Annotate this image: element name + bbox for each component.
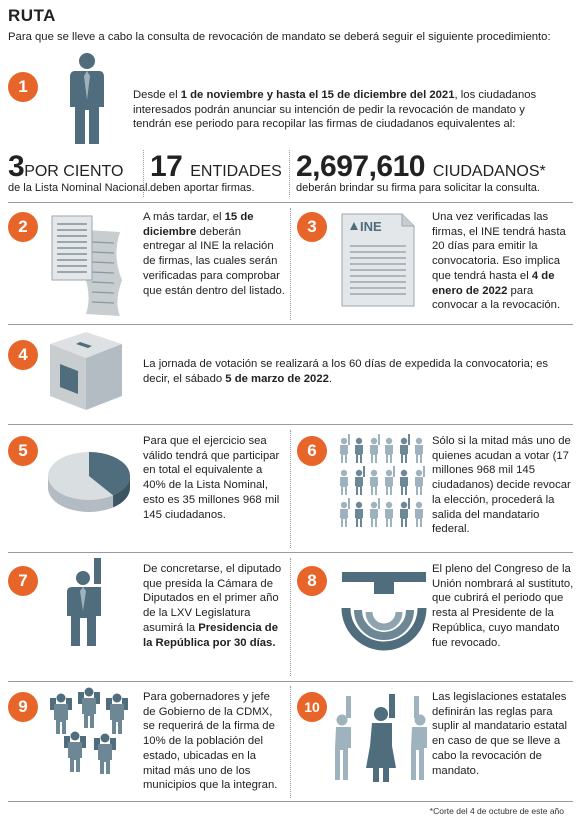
step-6-text: Sólo si la mitad más uno de quienes acudan a votar (17 millones 968 mil 145 ciudadanos) decide revocar la elección, procederá la salida del mandatario federal. [432,435,571,536]
voter-figure [415,466,425,495]
stat-citizens-sub: deberán brindar su firma para solicitar la consulta. [296,182,540,194]
voter-figure [415,502,423,527]
ine-document-icon [338,210,418,310]
step-5-text: Para que el ejercicio sea válido tendrá que participar en total el equivalente a 40% de la Lista Nominal, esto es 35 millones 968 mil 145 ciudadanos. [143,435,280,521]
divider [290,208,291,320]
step-1-badge: 1 [8,72,38,102]
stat-percent: 3POR CIENTO [8,150,124,183]
divider [8,552,573,553]
voter-figure [385,438,393,463]
man-standing-icon [66,52,108,146]
voter-figure [355,438,363,463]
ballot-box-icon [46,328,126,414]
voter-figure [400,470,408,495]
divider [290,686,291,798]
voter-figure [355,466,365,495]
svg-text:INE: INE [360,219,382,234]
stat-entities-sub: deben aportar firmas. [150,182,255,194]
voter-figure [400,498,410,527]
footnote: *Corte del 4 de octubre de este año [429,806,564,816]
step-3-text: Una vez verificadas las firmas, el INE tendrá hasta 20 días para emitir la convocatoria. Eso implica que tendrá hasta el 4 de enero de 2022 para convocar a la revocación. [432,211,566,312]
step-9-badge: 9 [8,692,38,722]
voter-figure [370,498,380,527]
voter-figure [415,438,423,463]
person-figure [94,734,116,775]
step-10-text: Las legislaciones estatales definirán las reglas para suplir al mandatario estatal en caso de que se lleve a cabo la revocación de mandato. [432,691,568,777]
step-4-text: La jornada de votación se realizará a los 60 días de expedida la convocatoria; es decir, el sábado 5 de marzo de 2022. [143,358,549,385]
step-10-badge: 10 [297,692,327,722]
crowd-voters-icon [335,430,427,530]
step-6-badge: 6 [297,436,327,466]
person-figure [78,688,100,729]
person-figure [106,694,128,735]
voter-figure [340,498,350,527]
divider [290,430,291,548]
page-title: RUTA [8,6,56,25]
divider [8,324,573,325]
step-1-text: Desde el 1 de noviembre y hasta el 15 de diciembre del 2021, los ciudadanos interesados podrán anunciar su intención de pedir la revocación de mandato y tendrán ese periodo para recopilar las firmas de ciudadanos equivalentes al: [133,89,537,131]
congress-chamber-icon [336,568,432,660]
stat-entities: 17 ENTIDADES [150,150,282,183]
divider [8,424,573,425]
person-figure [64,732,86,773]
documents-icon [48,212,130,320]
voter-figure [370,470,378,495]
stat-citizens: 2,697,610 CIUDADANOS* [296,150,546,183]
divider [8,202,573,203]
voter-figure [400,434,410,463]
step-8-text: El pleno del Congreso de la Unión nombrará al sustituto, que cubrirá el periodo que resta al Presidente de la República, cuyo mandato fue revocado. [432,563,574,649]
intro-text: Para que se lleve a cabo la consulta de revocación de mandato se deberá seguir el siguiente procedimiento: [8,31,551,43]
voter-figure [355,502,363,527]
voter-figure [340,470,348,495]
group-people-icon [44,684,134,782]
divider [8,681,573,682]
step-9-text: Para gobernadores y jefe de Gobierno de la CDMX, se requerirá de la firma de 10% de la población del estado, ubicadas en la mitad más uno de los municipios que la integran. [143,691,278,792]
voter-figure [370,434,380,463]
step-4-badge: 4 [8,340,38,370]
step-7-text: De concretarse, el diputado que presida la Cámara de Diputados en el primer año de la LXV Legislatura asumirá la Presidencia de la República por 30 días. [143,563,282,649]
divider [289,150,290,197]
voter-figure [340,434,350,463]
step-8-badge: 8 [297,566,327,596]
person-figure [50,694,72,735]
divider [143,150,144,197]
people-raising-hands-icon [334,690,428,786]
step-5-badge: 5 [8,436,38,466]
voter-figure [385,466,395,495]
man-raising-hand-icon [64,556,110,648]
pie-chart-icon [42,440,136,518]
step-7-badge: 7 [8,566,38,596]
stat-percent-sub: de la Lista Nominal Nacional. [8,182,151,194]
step-3-badge: 3 [297,212,327,242]
step-2-text: A más tardar, el 15 de diciembre deberán entregar al INE la relación de firmas, las cuales serán verificadas para comprobar que están dentro del listado. [143,211,285,297]
voter-figure [385,502,393,527]
divider [290,558,291,676]
step-2-badge: 2 [8,212,38,242]
divider [8,801,573,802]
